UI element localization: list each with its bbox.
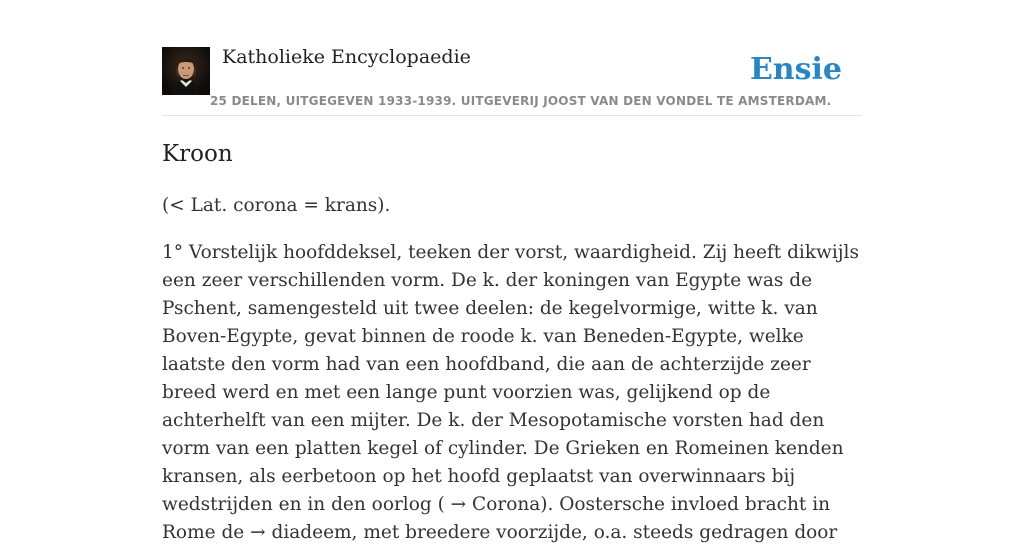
- header: [162, 46, 862, 116]
- article-paragraph: (< Lat. corona = krans).: [162, 195, 391, 216]
- source-title[interactable]: Katholieke Encyclopaedie: [222, 46, 471, 68]
- portrait-icon: [162, 47, 210, 95]
- article-title: Kroon: [162, 141, 233, 167]
- source-avatar[interactable]: [162, 47, 210, 95]
- ensie-logo[interactable]: Ensie: [749, 52, 842, 87]
- source-subtitle: 25 DELEN, UITGEGEVEN 1933-1939. UITGEVERIJ JOOST VAN DEN VONDEL TE AMSTERDAM.: [210, 94, 832, 108]
- article-paragraph: 1° Vorstelijk hoofddeksel, teeken der vorst, waardigheid. Zij heeft dikwijls een zeer verschillenden vorm. De k. der koningen van Egypte was de Pschent, samengesteld uit twee deelen: de kegelvormige, witte k. van Boven-Egypte, gevat binnen de roode k. van Beneden-Egypte, welke laatste den vorm had van een hoofdband, die aan de achterzijde zeer breed werd en met een lange punt voorzien was, gelijkend op de achterhelft van een mijter. De k. der Mesopotamische vorsten had den vorm van een platten kegel of cylinder. De Grieken en Romeinen kenden kransen, als eerbetoon op het hoofd geplaatst van overwinnaars bij wedstrijden en in den oorlog ( → Corona). Oostersche invloed bracht in Rome de → diadeem, met breedere voorzijde, o.a. steeds gedragen door: [162, 242, 859, 543]
- article: [162, 136, 862, 547]
- header-divider: [162, 115, 862, 116]
